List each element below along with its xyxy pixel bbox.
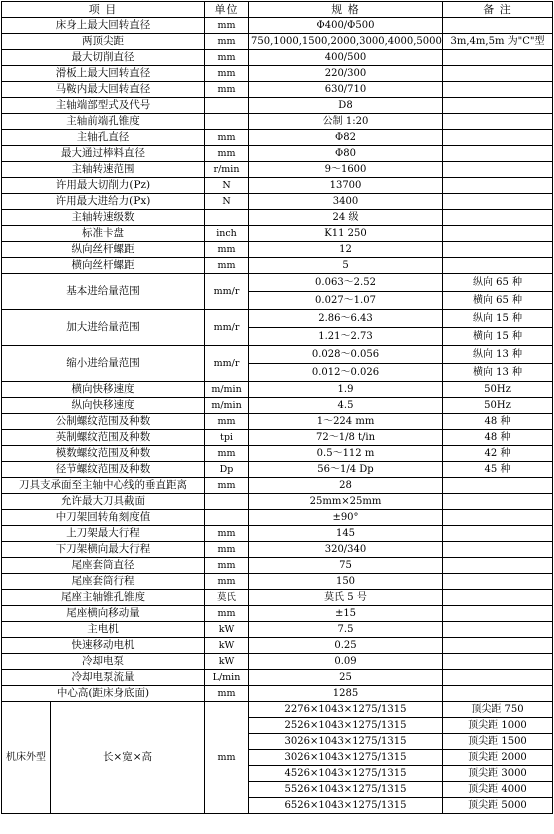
- row-item: 允许最大刀具截面: [2, 494, 205, 510]
- feed-note: 纵向 13 种: [443, 346, 553, 364]
- dimension-spec: 2276×1043×1275/1315: [249, 702, 443, 718]
- row-note: [443, 82, 553, 98]
- spec-row: [2, 18, 553, 34]
- row-unit: L/min: [205, 670, 249, 686]
- row-spec: Φ82: [249, 130, 443, 146]
- row-item: 上刀架最大行程: [2, 526, 205, 542]
- row-note: [443, 686, 553, 702]
- row-spec: D8: [249, 98, 443, 114]
- row-item: 纵向丝杆螺距: [2, 242, 205, 258]
- row-item: 许用最大进给力(Px): [2, 194, 205, 210]
- header-spec: 规 格: [249, 2, 443, 18]
- row-unit: mm: [205, 242, 249, 258]
- row-unit: r/min: [205, 162, 249, 178]
- spec-row: [2, 478, 553, 494]
- row-note: [443, 478, 553, 494]
- dimension-spec: 2526×1043×1275/1315: [249, 718, 443, 734]
- row-spec: 5: [249, 258, 443, 274]
- row-item: 主轴孔直径: [2, 130, 205, 146]
- row-unit: mm: [205, 130, 249, 146]
- row-spec: 750,1000,1500,2000,3000,4000,5000: [249, 34, 443, 50]
- feed-unit: mm/r: [205, 346, 249, 382]
- row-item: 中刀架回转角刻度值: [2, 510, 205, 526]
- feed-item: 基本进给量范围: [2, 274, 205, 310]
- row-unit: mm: [205, 558, 249, 574]
- row-spec: ±15: [249, 606, 443, 622]
- row-spec: 9～1600: [249, 162, 443, 178]
- feed-item: 缩小进给量范围: [2, 346, 205, 382]
- row-item: 主电机: [2, 622, 205, 638]
- dimension-note: 顶尖距 5000: [443, 798, 553, 814]
- row-unit: mm: [205, 50, 249, 66]
- spec-row: [2, 398, 553, 414]
- row-spec: 630/710: [249, 82, 443, 98]
- header-unit: 单位: [205, 2, 249, 18]
- feed-spec: 0.028～0.056: [249, 346, 443, 364]
- row-unit: kW: [205, 638, 249, 654]
- dimension-spec: 6526×1043×1275/1315: [249, 798, 443, 814]
- row-spec: 公制 1:20: [249, 114, 443, 130]
- row-unit: [205, 210, 249, 226]
- row-note: [443, 66, 553, 82]
- spec-row: [2, 574, 553, 590]
- dimension-item: 长×宽×高: [51, 702, 205, 814]
- row-unit: [205, 98, 249, 114]
- row-spec: 4.5: [249, 398, 443, 414]
- row-item: 马鞍内最大回转直径: [2, 82, 205, 98]
- row-item: 横向快移速度: [2, 382, 205, 398]
- feed-row: [2, 310, 553, 328]
- row-note: [443, 146, 553, 162]
- spec-row: [2, 414, 553, 430]
- feed-note: 纵向 15 种: [443, 310, 553, 328]
- feed-row: [2, 346, 553, 364]
- spec-row: [2, 622, 553, 638]
- row-spec: 56～1/4 Dp: [249, 462, 443, 478]
- header-row: [2, 2, 553, 18]
- dimension-note: 顶尖距 1000: [443, 718, 553, 734]
- row-note: [443, 670, 553, 686]
- row-item: 尾座主轴锥孔锥度: [2, 590, 205, 606]
- row-unit: [205, 510, 249, 526]
- spec-row: [2, 98, 553, 114]
- row-item: 尾座横向移动量: [2, 606, 205, 622]
- row-note: 50Hz: [443, 398, 553, 414]
- row-spec: Φ400/Φ500: [249, 18, 443, 34]
- row-unit: mm: [205, 258, 249, 274]
- row-spec: 1～224 mm: [249, 414, 443, 430]
- row-item: 刀具支承面至主轴中心线的垂直距离: [2, 478, 205, 494]
- spec-row: [2, 162, 553, 178]
- row-item: 冷却电泵流量: [2, 670, 205, 686]
- row-spec: 1.9: [249, 382, 443, 398]
- spec-row: [2, 430, 553, 446]
- spec-row: [2, 606, 553, 622]
- row-note: 48 种: [443, 414, 553, 430]
- header-note: 备 注: [443, 2, 553, 18]
- row-note: [443, 226, 553, 242]
- row-item: 径节螺纹范围及种数: [2, 462, 205, 478]
- spec-row: [2, 686, 553, 702]
- row-item: 模数螺纹范围及种数: [2, 446, 205, 462]
- spec-row: [2, 178, 553, 194]
- row-note: 48 种: [443, 430, 553, 446]
- row-unit: inch: [205, 226, 249, 242]
- dimension-unit: mm: [205, 702, 249, 814]
- row-note: [443, 542, 553, 558]
- row-item: 主轴端部型式及代号: [2, 98, 205, 114]
- row-item: 尾座套筒直径: [2, 558, 205, 574]
- row-unit: m/min: [205, 398, 249, 414]
- dimension-spec: 4526×1043×1275/1315: [249, 766, 443, 782]
- row-item: 公制螺纹范围及种数: [2, 414, 205, 430]
- row-note: 45 种: [443, 462, 553, 478]
- row-note: [443, 494, 553, 510]
- row-spec: K11 250: [249, 226, 443, 242]
- row-note: [443, 574, 553, 590]
- row-spec: 25: [249, 670, 443, 686]
- row-note: [443, 98, 553, 114]
- row-unit: Dp: [205, 462, 249, 478]
- row-spec: 12: [249, 242, 443, 258]
- dimension-note: 顶尖距 3000: [443, 766, 553, 782]
- spec-row: [2, 114, 553, 130]
- spec-row: [2, 590, 553, 606]
- dimension-spec: 5526×1043×1275/1315: [249, 782, 443, 798]
- row-item: 下刀架横向最大行程: [2, 542, 205, 558]
- spec-row: [2, 494, 553, 510]
- row-item: 滑板上最大回转直径: [2, 66, 205, 82]
- row-item: 主轴前端孔锥度: [2, 114, 205, 130]
- row-note: [443, 558, 553, 574]
- row-unit: tpi: [205, 430, 249, 446]
- feed-spec: 1.21～2.73: [249, 328, 443, 346]
- row-item: 冷却电泵: [2, 654, 205, 670]
- row-item: 许用最大切削力(Pz): [2, 178, 205, 194]
- dimension-note: 顶尖距 750: [443, 702, 553, 718]
- row-note: [443, 162, 553, 178]
- row-item: 标准卡盘: [2, 226, 205, 242]
- dimension-spec: 3026×1043×1275/1315: [249, 750, 443, 766]
- spec-row: [2, 542, 553, 558]
- row-unit: mm: [205, 574, 249, 590]
- row-spec: 220/300: [249, 66, 443, 82]
- feed-spec: 2.86～6.43: [249, 310, 443, 328]
- row-note: [443, 526, 553, 542]
- row-item: 中心高(距床身底面): [2, 686, 205, 702]
- dimension-note: 顶尖距 2000: [443, 750, 553, 766]
- row-unit: m/min: [205, 382, 249, 398]
- row-item: 快速移动电机: [2, 638, 205, 654]
- feed-note: 横向 65 种: [443, 292, 553, 310]
- row-note: [443, 178, 553, 194]
- row-note: [443, 114, 553, 130]
- feed-unit: mm/r: [205, 310, 249, 346]
- row-spec: 24 级: [249, 210, 443, 226]
- feed-note: 横向 13 种: [443, 364, 553, 382]
- feed-spec: 0.063～2.52: [249, 274, 443, 292]
- spec-row: [2, 558, 553, 574]
- row-spec: 400/500: [249, 50, 443, 66]
- spec-row: [2, 146, 553, 162]
- spec-row: [2, 462, 553, 478]
- spec-row: [2, 258, 553, 274]
- row-spec: 1285: [249, 686, 443, 702]
- row-unit: mm: [205, 34, 249, 50]
- row-item: 主轴转速范围: [2, 162, 205, 178]
- row-note: 42 种: [443, 446, 553, 462]
- dimension-spec: 3026×1043×1275/1315: [249, 734, 443, 750]
- row-spec: 0.09: [249, 654, 443, 670]
- row-spec: 3400: [249, 194, 443, 210]
- row-spec: ±90°: [249, 510, 443, 526]
- spec-row: [2, 130, 553, 146]
- spec-row: [2, 242, 553, 258]
- row-unit: mm: [205, 526, 249, 542]
- row-unit: 莫氏: [205, 590, 249, 606]
- row-note: [443, 622, 553, 638]
- feed-item: 加大进给量范围: [2, 310, 205, 346]
- dimension-row: [2, 702, 553, 718]
- row-note: [443, 194, 553, 210]
- row-spec: 75: [249, 558, 443, 574]
- row-note: 50Hz: [443, 382, 553, 398]
- row-note: [443, 590, 553, 606]
- spec-row: [2, 670, 553, 686]
- row-spec: 莫氏 5 号: [249, 590, 443, 606]
- row-note: [443, 130, 553, 146]
- row-spec: 25mm×25mm: [249, 494, 443, 510]
- feed-spec: 0.012～0.026: [249, 364, 443, 382]
- row-unit: mm: [205, 18, 249, 34]
- row-item: 两顶尖距: [2, 34, 205, 50]
- row-spec: 150: [249, 574, 443, 590]
- spec-table-body: [2, 18, 553, 814]
- spec-row: [2, 66, 553, 82]
- row-note: [443, 606, 553, 622]
- spec-row: [2, 34, 553, 50]
- spec-row: [2, 510, 553, 526]
- row-spec: 13700: [249, 178, 443, 194]
- row-spec: 320/340: [249, 542, 443, 558]
- spec-table: [1, 1, 553, 814]
- row-unit: [205, 114, 249, 130]
- feed-note: 纵向 65 种: [443, 274, 553, 292]
- row-item: 尾座套筒行程: [2, 574, 205, 590]
- row-unit: mm: [205, 66, 249, 82]
- spec-row: [2, 526, 553, 542]
- row-note: [443, 654, 553, 670]
- spec-row: [2, 446, 553, 462]
- row-unit: mm: [205, 146, 249, 162]
- row-note: [443, 50, 553, 66]
- row-item: 最大通过棒料直径: [2, 146, 205, 162]
- row-note: [443, 638, 553, 654]
- spec-row: [2, 654, 553, 670]
- row-note: [443, 242, 553, 258]
- row-unit: mm: [205, 414, 249, 430]
- feed-note: 横向 15 种: [443, 328, 553, 346]
- spec-row: [2, 382, 553, 398]
- dimension-note: 顶尖距 1500: [443, 734, 553, 750]
- feed-row: [2, 274, 553, 292]
- row-unit: mm: [205, 446, 249, 462]
- spec-row: [2, 82, 553, 98]
- row-item: 主轴转速级数: [2, 210, 205, 226]
- row-unit: mm: [205, 478, 249, 494]
- spec-row: [2, 210, 553, 226]
- row-note: [443, 210, 553, 226]
- row-spec: 72～1/8 t/in: [249, 430, 443, 446]
- spec-row: [2, 226, 553, 242]
- row-item: 最大切削直径: [2, 50, 205, 66]
- feed-spec: 0.027～1.07: [249, 292, 443, 310]
- row-spec: 28: [249, 478, 443, 494]
- row-unit: N: [205, 178, 249, 194]
- row-spec: 0.5～112 m: [249, 446, 443, 462]
- row-item: 横向丝杆螺距: [2, 258, 205, 274]
- row-note: [443, 18, 553, 34]
- model-group-label: 机床外型: [2, 702, 51, 814]
- spec-row: [2, 638, 553, 654]
- row-unit: mm: [205, 82, 249, 98]
- header-item: 项 目: [2, 2, 205, 18]
- feed-unit: mm/r: [205, 274, 249, 310]
- row-unit: mm: [205, 606, 249, 622]
- row-unit: [205, 494, 249, 510]
- row-note: [443, 510, 553, 526]
- row-spec: 145: [249, 526, 443, 542]
- row-note: 3m,4m,5m 为"C"型: [443, 34, 553, 50]
- row-item: 英制螺纹范围及种数: [2, 430, 205, 446]
- row-unit: mm: [205, 542, 249, 558]
- row-spec: Φ80: [249, 146, 443, 162]
- row-item: 床身上最大回转直径: [2, 18, 205, 34]
- row-unit: kW: [205, 622, 249, 638]
- spec-row: [2, 194, 553, 210]
- dimension-note: 顶尖距 4000: [443, 782, 553, 798]
- row-unit: mm: [205, 686, 249, 702]
- row-note: [443, 258, 553, 274]
- spec-row: [2, 50, 553, 66]
- row-unit: N: [205, 194, 249, 210]
- row-unit: kW: [205, 654, 249, 670]
- row-spec: 7.5: [249, 622, 443, 638]
- row-item: 纵向快移速度: [2, 398, 205, 414]
- row-spec: 0.25: [249, 638, 443, 654]
